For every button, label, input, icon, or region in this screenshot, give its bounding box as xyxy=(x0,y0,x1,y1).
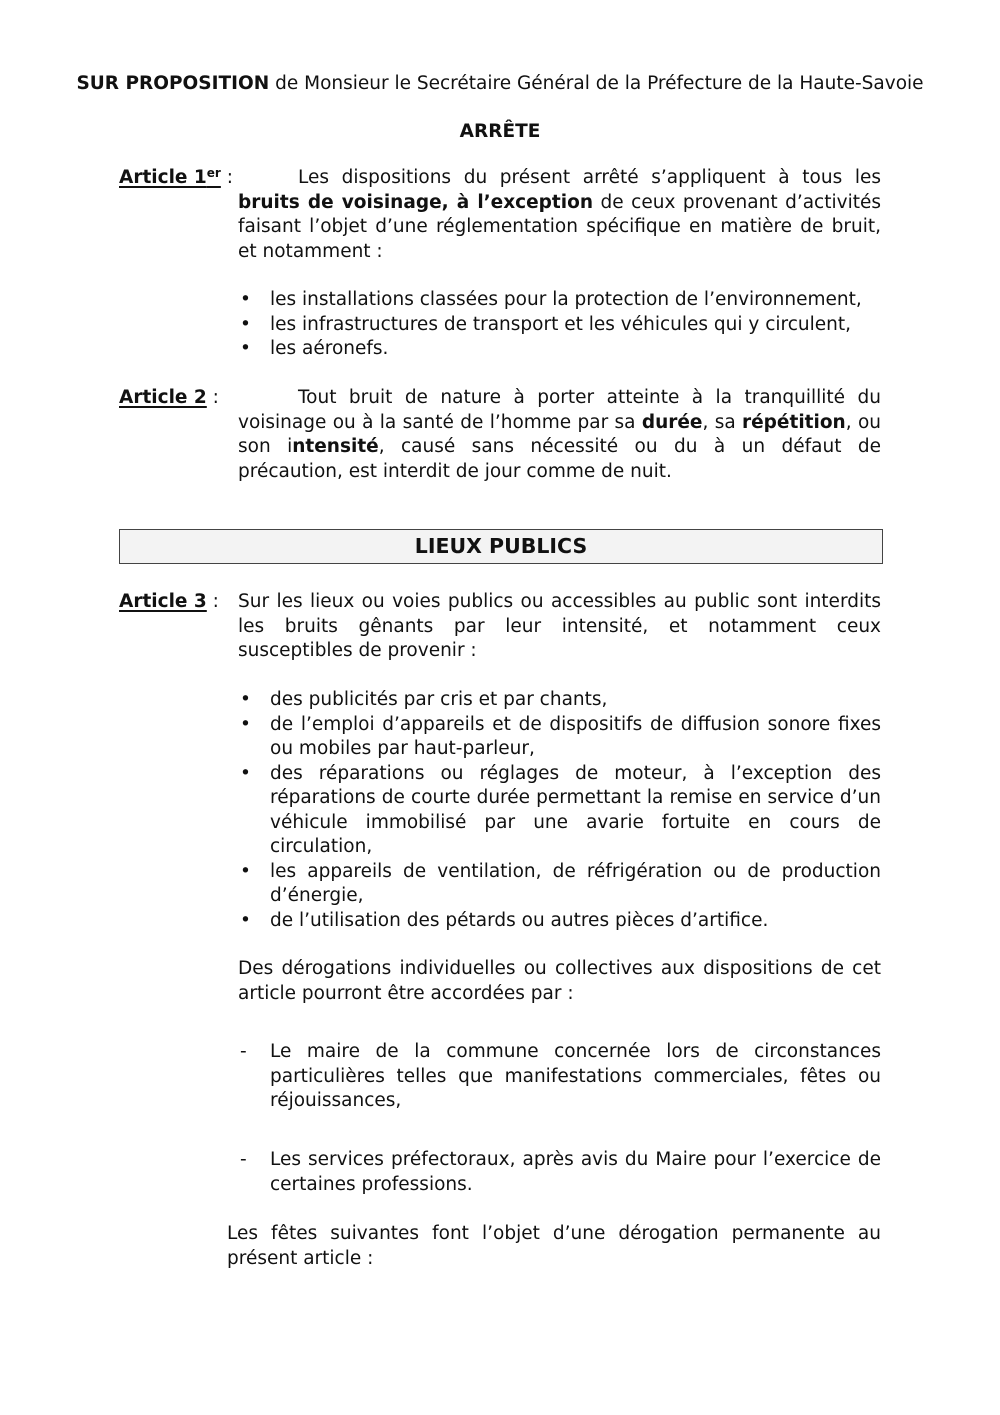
arrete-heading: ARRÊTE xyxy=(459,121,541,142)
list-item: • des réparations ou réglages de moteur, à l’exception des réparations de courte durée permettant la remise en service d’un véhicule immobilisé par une avarie fortuite en cours de circulation, xyxy=(240,762,881,857)
article-3-title: Article 3 xyxy=(119,591,207,612)
list-item: - Le maire de la commune concernée lors de circonstances particulières telles que manifestations commerciales, fêtes ou réjouissances, xyxy=(240,1041,881,1111)
article-1-list xyxy=(238,288,881,362)
list-item: • les aéronefs. xyxy=(240,338,389,359)
derogation-authority-2 xyxy=(238,1148,881,1197)
proposition-text: de Monsieur le Secrétaire Général de la Préfecture de la Haute-Savoie xyxy=(269,73,924,94)
list-item: • de l’utilisation des pétards ou autres pièces d’artifice. xyxy=(240,909,769,931)
article-2-paragraph: Tout bruit de nature à porter atteinte à la tranquillité du voisinage ou à la santé de l’homme par sa durée, sa répétition, ou son intensité, causé sans nécessité ou du à un défaut de précaution, est interdit de jour comme de nuit. xyxy=(238,387,881,482)
derogation-authority-1 xyxy=(238,1040,881,1114)
list-item: • les infrastructures de transport et les véhicules qui y circulent, xyxy=(240,313,851,335)
list-item: • des publicités par cris et par chants, xyxy=(240,689,608,710)
proposition-bold: SUR PROPOSITION xyxy=(76,73,270,94)
list-item: - Les services préfectoraux, après avis du Maire pour l’exercice de certaines professions. xyxy=(240,1149,881,1195)
proposition-line xyxy=(0,72,1000,97)
article-3-intro: Sur les lieux ou voies publics ou accessibles au public sont interdits les bruits gênants par leur intensité, et notamment ceux susceptibles de provenir : xyxy=(238,591,881,661)
article-3-list xyxy=(238,688,881,933)
list-item: • les appareils de ventilation, de réfrigération ou de production d’énergie, xyxy=(240,860,881,906)
list-item: • les installations classées pour la protection de l’environnement, xyxy=(240,289,862,310)
fetes-paragraph: Les fêtes suivantes font l’objet d’une dérogation permanente au présent article : xyxy=(227,1223,881,1269)
derogations-paragraph: Des dérogations individuelles ou collectives aux dispositions de cet article pourront être accordées par : xyxy=(238,958,881,1004)
article-1-paragraph: Les dispositions du présent arrêté s’appliquent à tous les bruits de voisinage, à l’exception de ceux provenant d’activités faisant l’objet d’une réglementation spécifique en matière de bruit, et notamment : xyxy=(238,167,881,262)
article-2-label: Article 2 : xyxy=(119,387,219,408)
article-1-title: Article 1er xyxy=(119,166,221,188)
section-title: LIEUX PUBLICS xyxy=(414,534,588,559)
section-heading-box xyxy=(119,529,883,564)
article-1-label: Article 1er : xyxy=(119,166,233,188)
list-item: • de l’emploi d’appareils et de dispositifs de diffusion sonore fixes ou mobiles par haut-parleur, xyxy=(240,713,881,759)
article-2-title: Article 2 xyxy=(119,387,207,408)
bruits-de-voisinage: bruits de voisinage, à l’exception xyxy=(238,191,593,213)
article-3-label: Article 3 : xyxy=(119,591,219,612)
